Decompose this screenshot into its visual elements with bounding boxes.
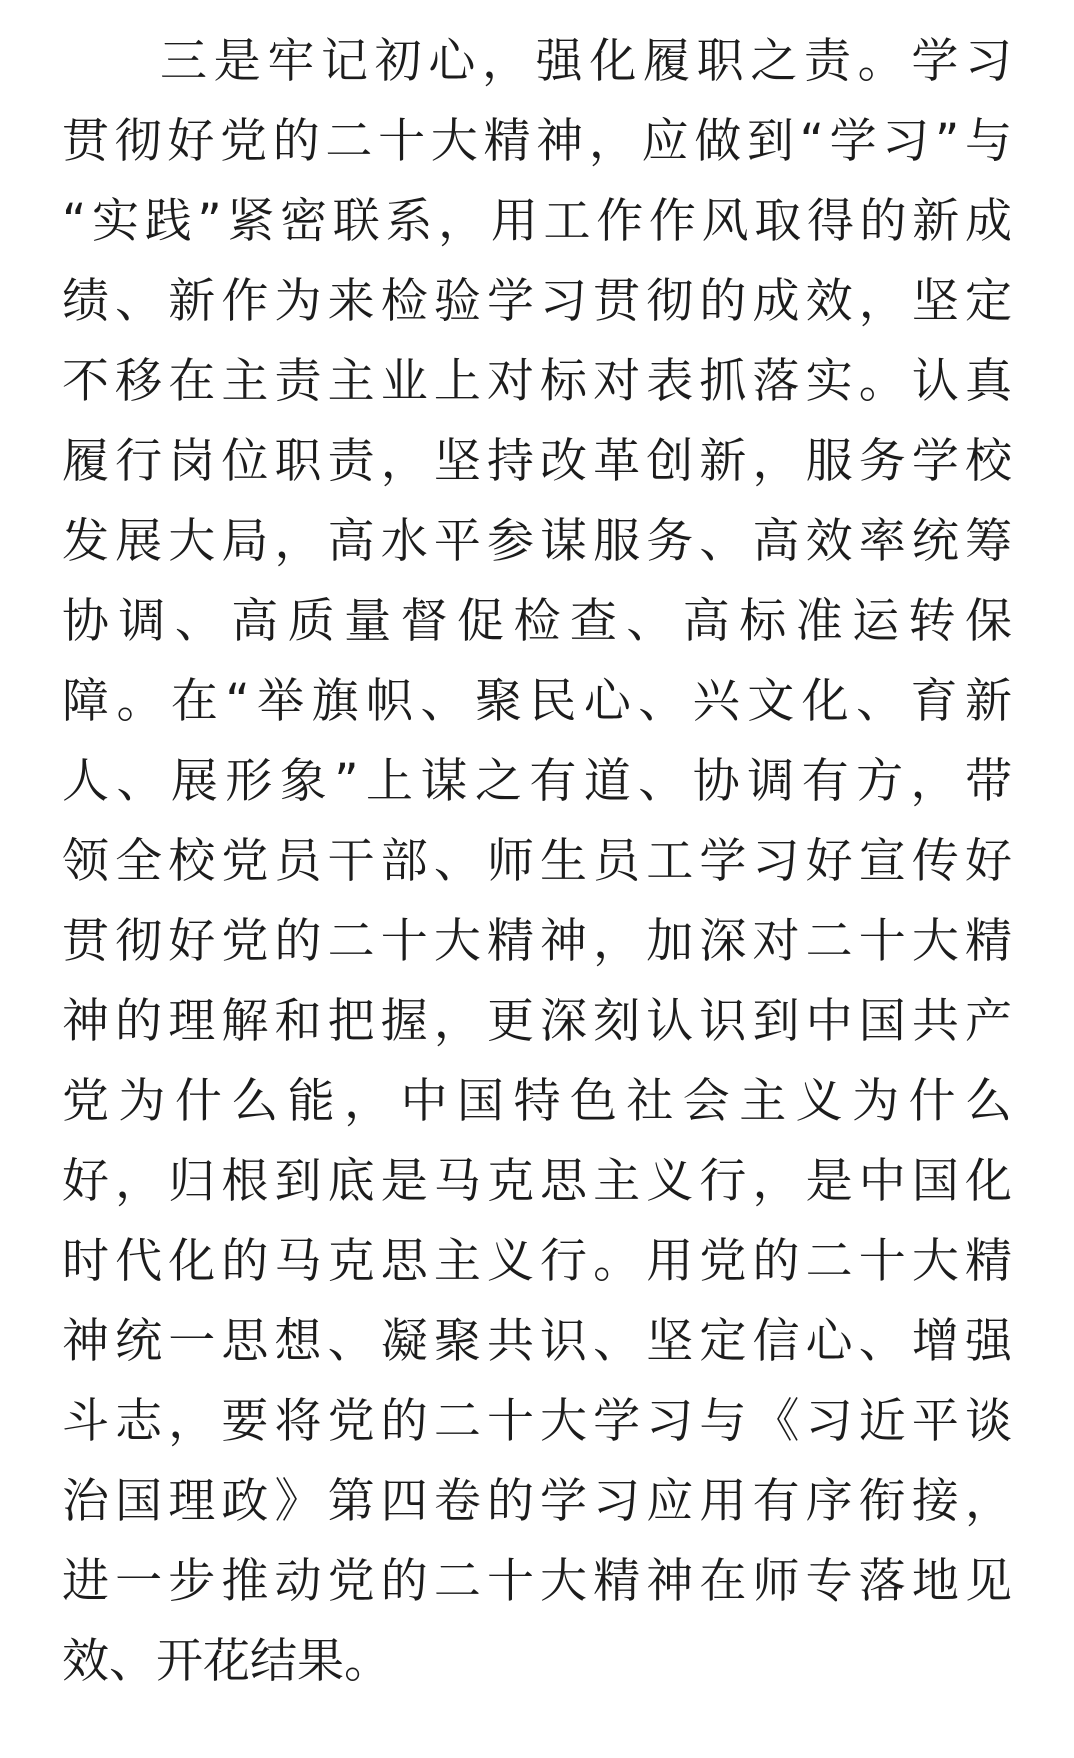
paragraph-line: 党为什么能，中国特色社会主义为什么 [62, 1074, 1012, 1129]
paragraph-line: 绩、新作为来检验学习贯彻的成效，坚定 [62, 274, 1012, 329]
paragraph-line: 障。在“举旗帜、聚民心、兴文化、育新 [62, 674, 1012, 729]
article-body [0, 8, 1074, 1748]
paragraph-line: 时代化的马克思主义行。用党的二十大精 [62, 1234, 1012, 1289]
paragraph-line: 神统一思想、凝聚共识、坚定信心、增强 [62, 1314, 1012, 1369]
paragraph-line: 发展大局，高水平参谋服务、高效率统筹 [62, 514, 1012, 569]
paragraph-line: 贯彻好党的二十大精神，应做到“学习”与 [62, 114, 1012, 169]
paragraph-line: 治国理政》第四卷的学习应用有序衔接， [62, 1474, 1012, 1529]
paragraph-line: 进一步推动党的二十大精神在师专落地见 [62, 1554, 1012, 1609]
paragraph-line: 履行岗位职责，坚持改革创新，服务学校 [62, 434, 1012, 489]
paragraph-line: “实践”紧密联系，用工作作风取得的新成 [62, 194, 1012, 249]
paragraph-line: 好，归根到底是马克思主义行，是中国化 [62, 1154, 1012, 1209]
paragraph-line: 协调、高质量督促检查、高标准运转保 [62, 594, 1012, 649]
paragraph-line: 不移在主责主业上对标对表抓落实。认真 [62, 354, 1012, 409]
paragraph-line: 三是牢记初心，强化履职之责。学习 [160, 34, 1012, 89]
paragraph-line: 贯彻好党的二十大精神，加深对二十大精 [62, 914, 1012, 969]
paragraph-line: 斗志，要将党的二十大学习与《习近平谈 [62, 1394, 1012, 1449]
paragraph-line: 效、开花结果。 [62, 1634, 391, 1689]
paragraph-line: 神的理解和把握，更深刻认识到中国共产 [62, 994, 1012, 1049]
paragraph-line: 人、展形象”上谋之有道、协调有方，带 [62, 754, 1012, 809]
paragraph-line: 领全校党员干部、师生员工学习好宣传好 [62, 834, 1012, 889]
